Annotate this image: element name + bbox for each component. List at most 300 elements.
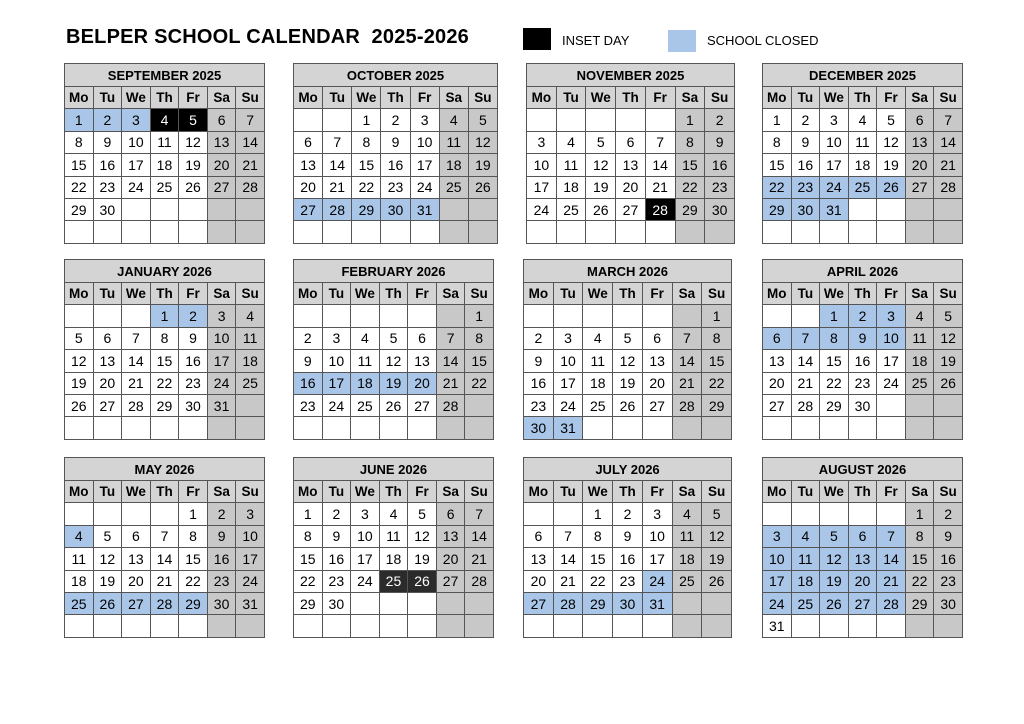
weekday-header: Sa [672, 283, 702, 305]
day-cell: 29 [583, 592, 613, 614]
day-cell: 13 [436, 525, 465, 547]
empty-cell [556, 109, 586, 131]
day-cell: 17 [877, 350, 906, 372]
day-cell: 30 [791, 198, 820, 220]
day-cell: 3 [322, 327, 351, 349]
day-cell: 3 [122, 109, 151, 131]
day-cell: 17 [236, 548, 265, 570]
day-cell: 10 [820, 131, 849, 153]
weekday-header: Fr [642, 283, 672, 305]
weekday-header: We [583, 283, 613, 305]
empty-cell [439, 221, 468, 243]
weekday-header: Su [934, 481, 963, 503]
day-cell: 28 [553, 592, 583, 614]
month-september-2025 [64, 63, 265, 244]
day-cell: 22 [294, 570, 323, 592]
weekday-header: Su [934, 283, 963, 305]
day-cell: 17 [527, 176, 557, 198]
day-cell: 21 [122, 372, 151, 394]
day-cell: 14 [877, 548, 906, 570]
weekday-header: Tu [553, 283, 583, 305]
empty-cell [93, 305, 122, 327]
empty-cell [934, 417, 963, 439]
weekday-header: Th [848, 87, 877, 109]
day-cell: 15 [583, 548, 613, 570]
day-cell: 27 [294, 198, 323, 220]
weekday-header: Mo [65, 283, 94, 305]
day-cell: 23 [93, 176, 122, 198]
weekday-header: Th [379, 481, 408, 503]
empty-cell [207, 198, 236, 220]
weekday-header: Mo [294, 283, 323, 305]
day-cell: 19 [702, 548, 732, 570]
day-cell: 4 [351, 327, 380, 349]
empty-cell [352, 221, 381, 243]
empty-cell [613, 615, 643, 637]
day-cell: 25 [351, 394, 380, 416]
empty-cell [905, 198, 934, 220]
day-cell: 4 [379, 503, 408, 525]
day-cell: 18 [672, 548, 702, 570]
weekday-header: Tu [791, 481, 820, 503]
day-cell: 23 [207, 570, 236, 592]
empty-cell [877, 198, 906, 220]
month-title: NOVEMBER 2025 [527, 64, 735, 87]
empty-cell [616, 221, 646, 243]
day-cell: 25 [65, 592, 94, 614]
empty-cell [150, 221, 179, 243]
day-cell: 10 [122, 131, 151, 153]
day-cell: 30 [93, 198, 122, 220]
month-july-2026 [523, 457, 732, 638]
weekday-header: Fr [179, 481, 208, 503]
day-cell: 18 [905, 350, 934, 372]
empty-cell [122, 221, 151, 243]
weekday-header: We [122, 283, 151, 305]
month-title: AUGUST 2026 [763, 458, 963, 481]
day-cell: 27 [93, 394, 122, 416]
day-cell: 13 [616, 154, 646, 176]
empty-cell [236, 417, 265, 439]
day-cell: 19 [468, 154, 497, 176]
day-cell: 23 [934, 570, 963, 592]
day-cell: 3 [763, 525, 792, 547]
day-cell: 15 [294, 548, 323, 570]
empty-cell [294, 417, 323, 439]
weekday-header: Th [613, 283, 643, 305]
empty-cell [379, 592, 408, 614]
day-cell: 25 [905, 372, 934, 394]
day-cell: 26 [613, 394, 643, 416]
empty-cell [820, 615, 849, 637]
day-cell: 13 [93, 350, 122, 372]
day-cell: 30 [381, 198, 410, 220]
day-cell: 16 [179, 350, 208, 372]
empty-cell [122, 417, 151, 439]
day-cell: 12 [613, 350, 643, 372]
day-cell: 12 [179, 131, 208, 153]
empty-cell [527, 221, 557, 243]
day-cell: 2 [848, 305, 877, 327]
day-cell: 12 [934, 327, 963, 349]
day-cell: 31 [763, 615, 792, 637]
day-cell: 22 [352, 176, 381, 198]
day-cell: 6 [93, 327, 122, 349]
empty-cell [877, 417, 906, 439]
day-cell: 4 [848, 109, 877, 131]
day-cell: 31 [207, 394, 236, 416]
day-cell: 1 [675, 109, 705, 131]
day-cell: 27 [122, 592, 151, 614]
weekday-header: Th [848, 481, 877, 503]
day-cell: 17 [410, 154, 439, 176]
weekday-header: We [586, 87, 616, 109]
day-cell: 30 [207, 592, 236, 614]
weekday-header: Fr [408, 481, 437, 503]
month-march-2026 [523, 259, 732, 440]
empty-cell [820, 503, 849, 525]
day-cell: 11 [848, 131, 877, 153]
weekday-header: Tu [556, 87, 586, 109]
day-cell: 16 [294, 372, 323, 394]
day-cell: 3 [642, 503, 672, 525]
day-cell: 18 [791, 570, 820, 592]
empty-cell [436, 417, 465, 439]
empty-cell [323, 109, 352, 131]
day-cell: 10 [553, 350, 583, 372]
day-cell: 20 [408, 372, 437, 394]
day-cell: 13 [763, 350, 792, 372]
day-cell: 19 [877, 154, 906, 176]
day-cell: 24 [236, 570, 265, 592]
day-cell: 22 [583, 570, 613, 592]
weekday-header: Sa [675, 87, 705, 109]
day-cell: 7 [553, 525, 583, 547]
day-cell: 20 [524, 570, 554, 592]
empty-cell [642, 305, 672, 327]
day-cell: 24 [527, 198, 557, 220]
empty-cell [905, 221, 934, 243]
day-cell: 19 [93, 570, 122, 592]
day-cell: 24 [207, 372, 236, 394]
day-cell: 24 [322, 394, 351, 416]
day-cell: 11 [351, 350, 380, 372]
empty-cell [675, 221, 705, 243]
day-cell: 31 [410, 198, 439, 220]
empty-cell [122, 615, 151, 637]
day-cell: 3 [207, 305, 236, 327]
day-cell: 24 [877, 372, 906, 394]
day-cell: 19 [65, 372, 94, 394]
weekday-header: Tu [323, 87, 352, 109]
empty-cell [848, 417, 877, 439]
day-cell: 4 [905, 305, 934, 327]
day-cell: 14 [645, 154, 675, 176]
day-cell: 30 [613, 592, 643, 614]
weekday-header: Th [150, 481, 179, 503]
day-cell: 11 [672, 525, 702, 547]
day-cell: 4 [672, 503, 702, 525]
day-cell: 17 [763, 570, 792, 592]
day-cell: 3 [527, 131, 557, 153]
weekday-header: Su [468, 87, 497, 109]
day-cell: 8 [763, 131, 792, 153]
empty-cell [294, 615, 323, 637]
day-cell: 16 [848, 350, 877, 372]
day-cell: 8 [352, 131, 381, 153]
day-cell: 11 [556, 154, 586, 176]
empty-cell [645, 109, 675, 131]
empty-cell [207, 417, 236, 439]
empty-cell [351, 615, 380, 637]
day-cell: 11 [150, 131, 179, 153]
day-cell: 12 [408, 525, 437, 547]
empty-cell [791, 615, 820, 637]
day-cell: 1 [65, 109, 94, 131]
day-cell: 25 [672, 570, 702, 592]
empty-cell [122, 198, 151, 220]
weekday-header: Sa [905, 283, 934, 305]
day-cell: 28 [436, 394, 465, 416]
empty-cell [236, 394, 265, 416]
empty-cell [150, 503, 179, 525]
empty-cell [179, 615, 208, 637]
weekday-header: We [583, 481, 613, 503]
day-cell: 26 [702, 570, 732, 592]
day-cell: 9 [179, 327, 208, 349]
day-cell: 28 [236, 176, 265, 198]
day-cell: 2 [934, 503, 963, 525]
month-title: APRIL 2026 [763, 260, 963, 283]
weekday-header: Tu [322, 481, 351, 503]
day-cell: 31 [553, 417, 583, 439]
day-cell: 5 [379, 327, 408, 349]
day-cell: 6 [616, 131, 646, 153]
day-cell: 23 [613, 570, 643, 592]
day-cell: 16 [791, 154, 820, 176]
empty-cell [65, 305, 94, 327]
weekday-header: Sa [436, 283, 465, 305]
day-cell: 28 [645, 198, 675, 220]
day-cell: 16 [207, 548, 236, 570]
day-cell: 14 [553, 548, 583, 570]
empty-cell [905, 615, 934, 637]
empty-cell [672, 592, 702, 614]
weekday-header: Tu [553, 481, 583, 503]
day-cell: 14 [465, 525, 494, 547]
day-cell: 6 [408, 327, 437, 349]
empty-cell [408, 417, 437, 439]
day-cell: 20 [642, 372, 672, 394]
day-cell: 1 [294, 503, 323, 525]
empty-cell [207, 615, 236, 637]
day-cell: 5 [877, 109, 906, 131]
empty-cell [379, 615, 408, 637]
empty-cell [322, 615, 351, 637]
day-cell: 1 [179, 503, 208, 525]
empty-cell [150, 417, 179, 439]
day-cell: 11 [439, 131, 468, 153]
day-cell: 7 [150, 525, 179, 547]
day-cell: 14 [934, 131, 963, 153]
day-cell: 14 [672, 350, 702, 372]
day-cell: 14 [236, 131, 265, 153]
day-cell: 24 [820, 176, 849, 198]
empty-cell [586, 221, 616, 243]
day-cell: 21 [791, 372, 820, 394]
day-cell: 2 [791, 109, 820, 131]
month-title: OCTOBER 2025 [294, 64, 498, 87]
weekday-header: Mo [294, 87, 323, 109]
day-cell: 21 [323, 176, 352, 198]
weekday-header: We [352, 87, 381, 109]
day-cell: 21 [436, 372, 465, 394]
empty-cell [351, 305, 380, 327]
day-cell: 11 [791, 548, 820, 570]
day-cell: 21 [672, 372, 702, 394]
empty-cell [436, 305, 465, 327]
day-cell: 30 [179, 394, 208, 416]
day-cell: 25 [848, 176, 877, 198]
weekday-header: Th [150, 283, 179, 305]
day-cell: 16 [93, 154, 122, 176]
day-cell: 29 [820, 394, 849, 416]
day-cell: 2 [322, 503, 351, 525]
day-cell: 6 [207, 109, 236, 131]
month-october-2025 [293, 63, 498, 244]
day-cell: 8 [465, 327, 494, 349]
day-cell: 17 [207, 350, 236, 372]
day-cell: 18 [65, 570, 94, 592]
day-cell: 26 [877, 176, 906, 198]
weekday-header: Fr [179, 87, 208, 109]
empty-cell [379, 305, 408, 327]
inset-day-swatch [523, 28, 551, 50]
day-cell: 1 [583, 503, 613, 525]
weekday-header: Sa [905, 481, 934, 503]
empty-cell [93, 221, 122, 243]
empty-cell [465, 592, 494, 614]
empty-cell [410, 221, 439, 243]
day-cell: 18 [583, 372, 613, 394]
day-cell: 2 [381, 109, 410, 131]
day-cell: 25 [150, 176, 179, 198]
day-cell: 4 [65, 525, 94, 547]
weekday-header: Th [616, 87, 646, 109]
empty-cell [820, 417, 849, 439]
page-title: BELPER SCHOOL CALENDAR 2025-2026 [66, 26, 470, 48]
day-cell: 9 [791, 131, 820, 153]
empty-cell [322, 417, 351, 439]
month-december-2025 [762, 63, 963, 244]
day-cell: 23 [705, 176, 735, 198]
empty-cell [905, 417, 934, 439]
weekday-header: Fr [877, 481, 906, 503]
empty-cell [179, 198, 208, 220]
day-cell: 11 [905, 327, 934, 349]
day-cell: 12 [702, 525, 732, 547]
day-cell: 18 [556, 176, 586, 198]
weekday-header: Tu [93, 87, 122, 109]
empty-cell [934, 221, 963, 243]
day-cell: 8 [583, 525, 613, 547]
day-cell: 8 [179, 525, 208, 547]
empty-cell [294, 305, 323, 327]
day-cell: 16 [524, 372, 554, 394]
day-cell: 10 [322, 350, 351, 372]
month-title: MARCH 2026 [524, 260, 732, 283]
day-cell: 16 [934, 548, 963, 570]
day-cell: 19 [613, 372, 643, 394]
day-cell: 13 [294, 154, 323, 176]
empty-cell [763, 305, 792, 327]
day-cell: 13 [207, 131, 236, 153]
empty-cell [613, 417, 643, 439]
empty-cell [905, 394, 934, 416]
day-cell: 6 [122, 525, 151, 547]
day-cell: 26 [408, 570, 437, 592]
day-cell: 26 [820, 592, 849, 614]
day-cell: 28 [672, 394, 702, 416]
day-cell: 5 [468, 109, 497, 131]
day-cell: 19 [934, 350, 963, 372]
weekday-header: Th [613, 481, 643, 503]
day-cell: 5 [586, 131, 616, 153]
day-cell: 16 [705, 154, 735, 176]
day-cell: 27 [408, 394, 437, 416]
day-cell: 21 [934, 154, 963, 176]
day-cell: 9 [934, 525, 963, 547]
month-may-2026 [64, 457, 265, 638]
empty-cell [527, 109, 557, 131]
empty-cell [672, 615, 702, 637]
weekday-header: Su [934, 87, 963, 109]
empty-cell [848, 503, 877, 525]
day-cell: 20 [294, 176, 323, 198]
empty-cell [877, 503, 906, 525]
day-cell: 26 [65, 394, 94, 416]
day-cell: 7 [791, 327, 820, 349]
empty-cell [65, 221, 94, 243]
day-cell: 5 [179, 109, 208, 131]
empty-cell [702, 417, 732, 439]
weekday-header: We [122, 481, 151, 503]
empty-cell [65, 417, 94, 439]
day-cell: 13 [642, 350, 672, 372]
month-november-2025 [526, 63, 735, 244]
day-cell: 27 [524, 592, 554, 614]
day-cell: 3 [410, 109, 439, 131]
day-cell: 6 [848, 525, 877, 547]
day-cell: 15 [702, 350, 732, 372]
weekday-header: Su [702, 283, 732, 305]
day-cell: 2 [524, 327, 554, 349]
day-cell: 28 [877, 592, 906, 614]
day-cell: 8 [820, 327, 849, 349]
empty-cell [791, 221, 820, 243]
day-cell: 20 [122, 570, 151, 592]
day-cell: 8 [675, 131, 705, 153]
empty-cell [553, 503, 583, 525]
day-cell: 17 [642, 548, 672, 570]
day-cell: 24 [642, 570, 672, 592]
weekday-header: Th [381, 87, 410, 109]
day-cell: 12 [468, 131, 497, 153]
day-cell: 16 [613, 548, 643, 570]
month-august-2026 [762, 457, 963, 638]
weekday-header: Sa [207, 481, 236, 503]
day-cell: 15 [675, 154, 705, 176]
